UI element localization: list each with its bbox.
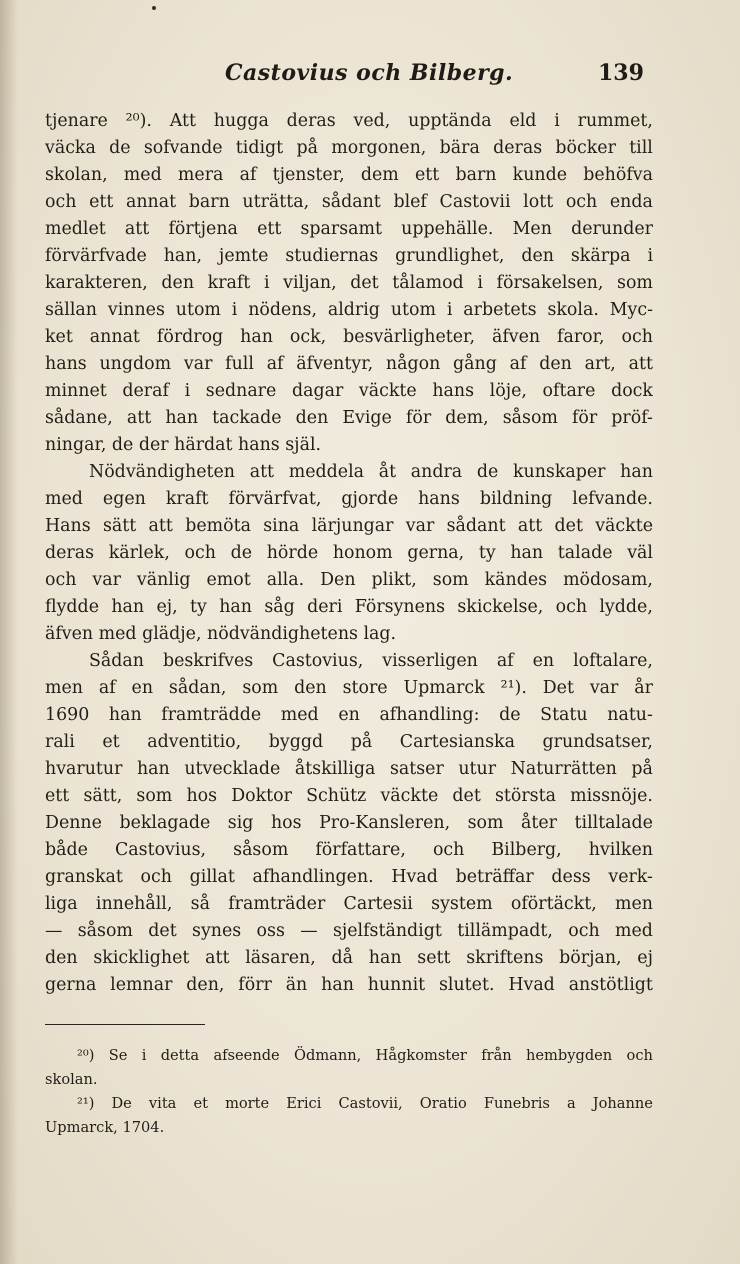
- text-line: men af en sådan, som den store Upmarck ²¹). Det var år: [45, 678, 653, 698]
- text-line: sällan vinnes utom i nödens, aldrig utom i arbetets skola. Myc-: [45, 300, 653, 320]
- text-line: ket annat fördrog han ock, besvärligheter, äfven faror, och: [45, 327, 653, 347]
- footnote-line: Upmarck, 1704.: [45, 1119, 165, 1136]
- text-line: Sådan beskrifves Castovius, visserligen af en loftalare,: [89, 651, 653, 671]
- text-line: rali et adventitio, byggd på Cartesianska grundsatser,: [45, 732, 653, 752]
- text-line: och var vänlig emot alla. Den plikt, som kändes mödosam,: [45, 570, 653, 590]
- footnote-line: ²¹) De vita et morte Erici Castovii, Oratio Funebris a Johanne: [77, 1095, 653, 1112]
- footnote-line: ²⁰) Se i detta afseende Ödmann, Hågkomster från hembygden och: [77, 1047, 653, 1064]
- text-line: — såsom det synes oss — sjelfständigt tillämpadt, och med: [45, 921, 653, 941]
- text-line: ett sätt, som hos Doktor Schütz väckte det största missnöje.: [45, 786, 653, 806]
- body-text: [45, 108, 653, 999]
- text-line: ningar, de der härdat hans själ.: [45, 435, 322, 455]
- text-line: medlet att förtjena ett sparsamt uppehälle. Men derunder: [45, 219, 653, 239]
- text-line: flydde han ej, ty han såg deri Försynens skickelse, och lydde,: [45, 597, 653, 617]
- footnote-rule: [45, 1024, 205, 1025]
- text-line: gerna lemnar den, förr än han hunnit slutet. Hvad anstötligt: [45, 975, 653, 995]
- text-line: skolan, med mera af tjenster, dem ett barn kunde behöfva: [45, 165, 653, 185]
- text-line: och ett annat barn uträtta, sådant blef Castovii lott och enda: [45, 192, 653, 212]
- text-line: Hans sätt att bemöta sina lärjungar var sådant att det väckte: [45, 516, 653, 536]
- text-line: hans ungdom var full af äfventyr, någon gång af den art, att: [45, 354, 653, 374]
- text-line: deras kärlek, och de hörde honom gerna, ty han talade väl: [45, 543, 653, 563]
- text-line: tjenare ²⁰). Att hugga deras ved, upptända eld i rummet,: [45, 111, 653, 131]
- page-number: 139: [598, 60, 644, 86]
- text-line: Nödvändigheten att meddela åt andra de kunskaper han: [89, 462, 653, 482]
- text-line: både Castovius, såsom författare, och Bilberg, hvilken: [45, 840, 653, 860]
- text-line: äfven med glädje, nödvändighetens lag.: [45, 624, 397, 644]
- text-line: liga innehåll, så framträder Cartesii system oförtäckt, men: [45, 894, 653, 914]
- text-line: 1690 han framträdde med en afhandling: de Statu natu-: [45, 705, 653, 725]
- text-line: förvärfvade han, jemte studiernas grundlighet, den skärpa i: [45, 246, 653, 266]
- text-line: väcka de sofvande tidigt på morgonen, bära deras böcker till: [45, 138, 653, 158]
- running-head-title: Castovius och Bilberg.: [225, 60, 514, 86]
- text-line: med egen kraft förvärfvat, gjorde hans bildning lefvande.: [45, 489, 653, 509]
- ink-speck: [152, 6, 156, 10]
- page-fold-shadow: [0, 0, 18, 1264]
- text-line: karakteren, den kraft i viljan, det tålamod i försakelsen, som: [45, 273, 653, 293]
- text-line: hvarutur han utvecklade åtskilliga satser utur Naturrätten på: [45, 759, 653, 779]
- footnotes: [45, 1044, 653, 1140]
- footnote-line: skolan.: [45, 1071, 98, 1088]
- text-line: Denne beklagade sig hos Pro-Kansleren, som åter tilltalade: [45, 813, 653, 833]
- text-line: sådane, att han tackade den Evige för dem, såsom för pröf-: [45, 408, 653, 428]
- text-line: den skicklighet att läsaren, då han sett skriftens början, ej: [45, 948, 653, 968]
- text-line: minnet deraf i sednare dagar väckte hans löje, oftare dock: [45, 381, 653, 401]
- text-line: granskat och gillat afhandlingen. Hvad beträffar dess verk-: [45, 867, 653, 887]
